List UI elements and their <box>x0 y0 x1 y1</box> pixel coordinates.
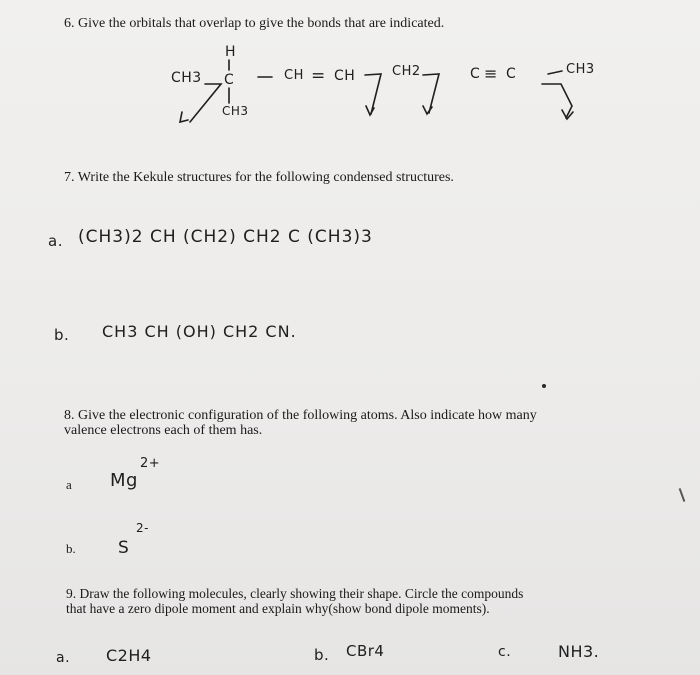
q7-b-label: b. <box>54 326 70 344</box>
q6-prompt: 6. Give the orbitals that overlap to give the bonds that are indicated. <box>64 16 445 31</box>
q6-c-center: C <box>224 72 235 88</box>
q7-prompt: 7. Write the Kekule structures for the following condensed structures. <box>64 170 454 185</box>
q8-b-label: b. <box>66 541 76 556</box>
q8-a-species: Mg <box>110 470 138 491</box>
q7-a-formula: (CH3)2 CH (CH2) CH2 C (CH3)3 <box>78 227 373 247</box>
q8-prompt-line1: 8. Give the electronic configuration of the following atoms. Also indicate how many <box>64 408 537 423</box>
q7-a-label: a. <box>48 232 63 250</box>
q7-b-formula: CH3 CH (OH) CH2 CN. <box>102 322 297 341</box>
q6-h-top: H <box>225 44 237 60</box>
q8-a-label: a <box>66 477 72 492</box>
q6-c-triple-a: C <box>470 66 481 82</box>
q6-ch3-left: CH3 <box>171 70 202 86</box>
q8-b-charge: 2- <box>136 521 149 535</box>
q8-b-species: S <box>118 538 130 558</box>
q8-a-charge: 2+ <box>140 456 161 471</box>
q6-ch-a: CH <box>284 68 304 83</box>
q9-a-label: a. <box>56 650 71 666</box>
q6-double-bond: = <box>311 66 326 86</box>
q9-b-formula: CBr4 <box>346 642 385 660</box>
q9-b-label: b. <box>314 646 330 664</box>
q6-ch2: CH2 <box>392 64 421 79</box>
q8-prompt-line2: valence electrons each of them has. <box>64 423 263 438</box>
q6-ch3-bottom: CH3 <box>222 104 249 118</box>
q6-ch3-right: CH3 <box>566 62 595 77</box>
q9-c-formula: NH3. <box>558 642 600 661</box>
q6-triple-bond: ≡ <box>484 64 498 83</box>
q9-c-label: c. <box>498 644 512 660</box>
q6-c-triple-b: C <box>506 66 517 82</box>
stray-ink-dot <box>542 384 546 388</box>
q9-prompt-line2: that have a zero dipole moment and explain why(show bond dipole moments). <box>66 601 490 616</box>
q9-prompt-line1: 9. Draw the following molecules, clearly showing their shape. Circle the compounds <box>66 586 524 601</box>
q6-ch-b: CH <box>334 68 356 84</box>
q9-a-formula: C2H4 <box>106 646 152 665</box>
